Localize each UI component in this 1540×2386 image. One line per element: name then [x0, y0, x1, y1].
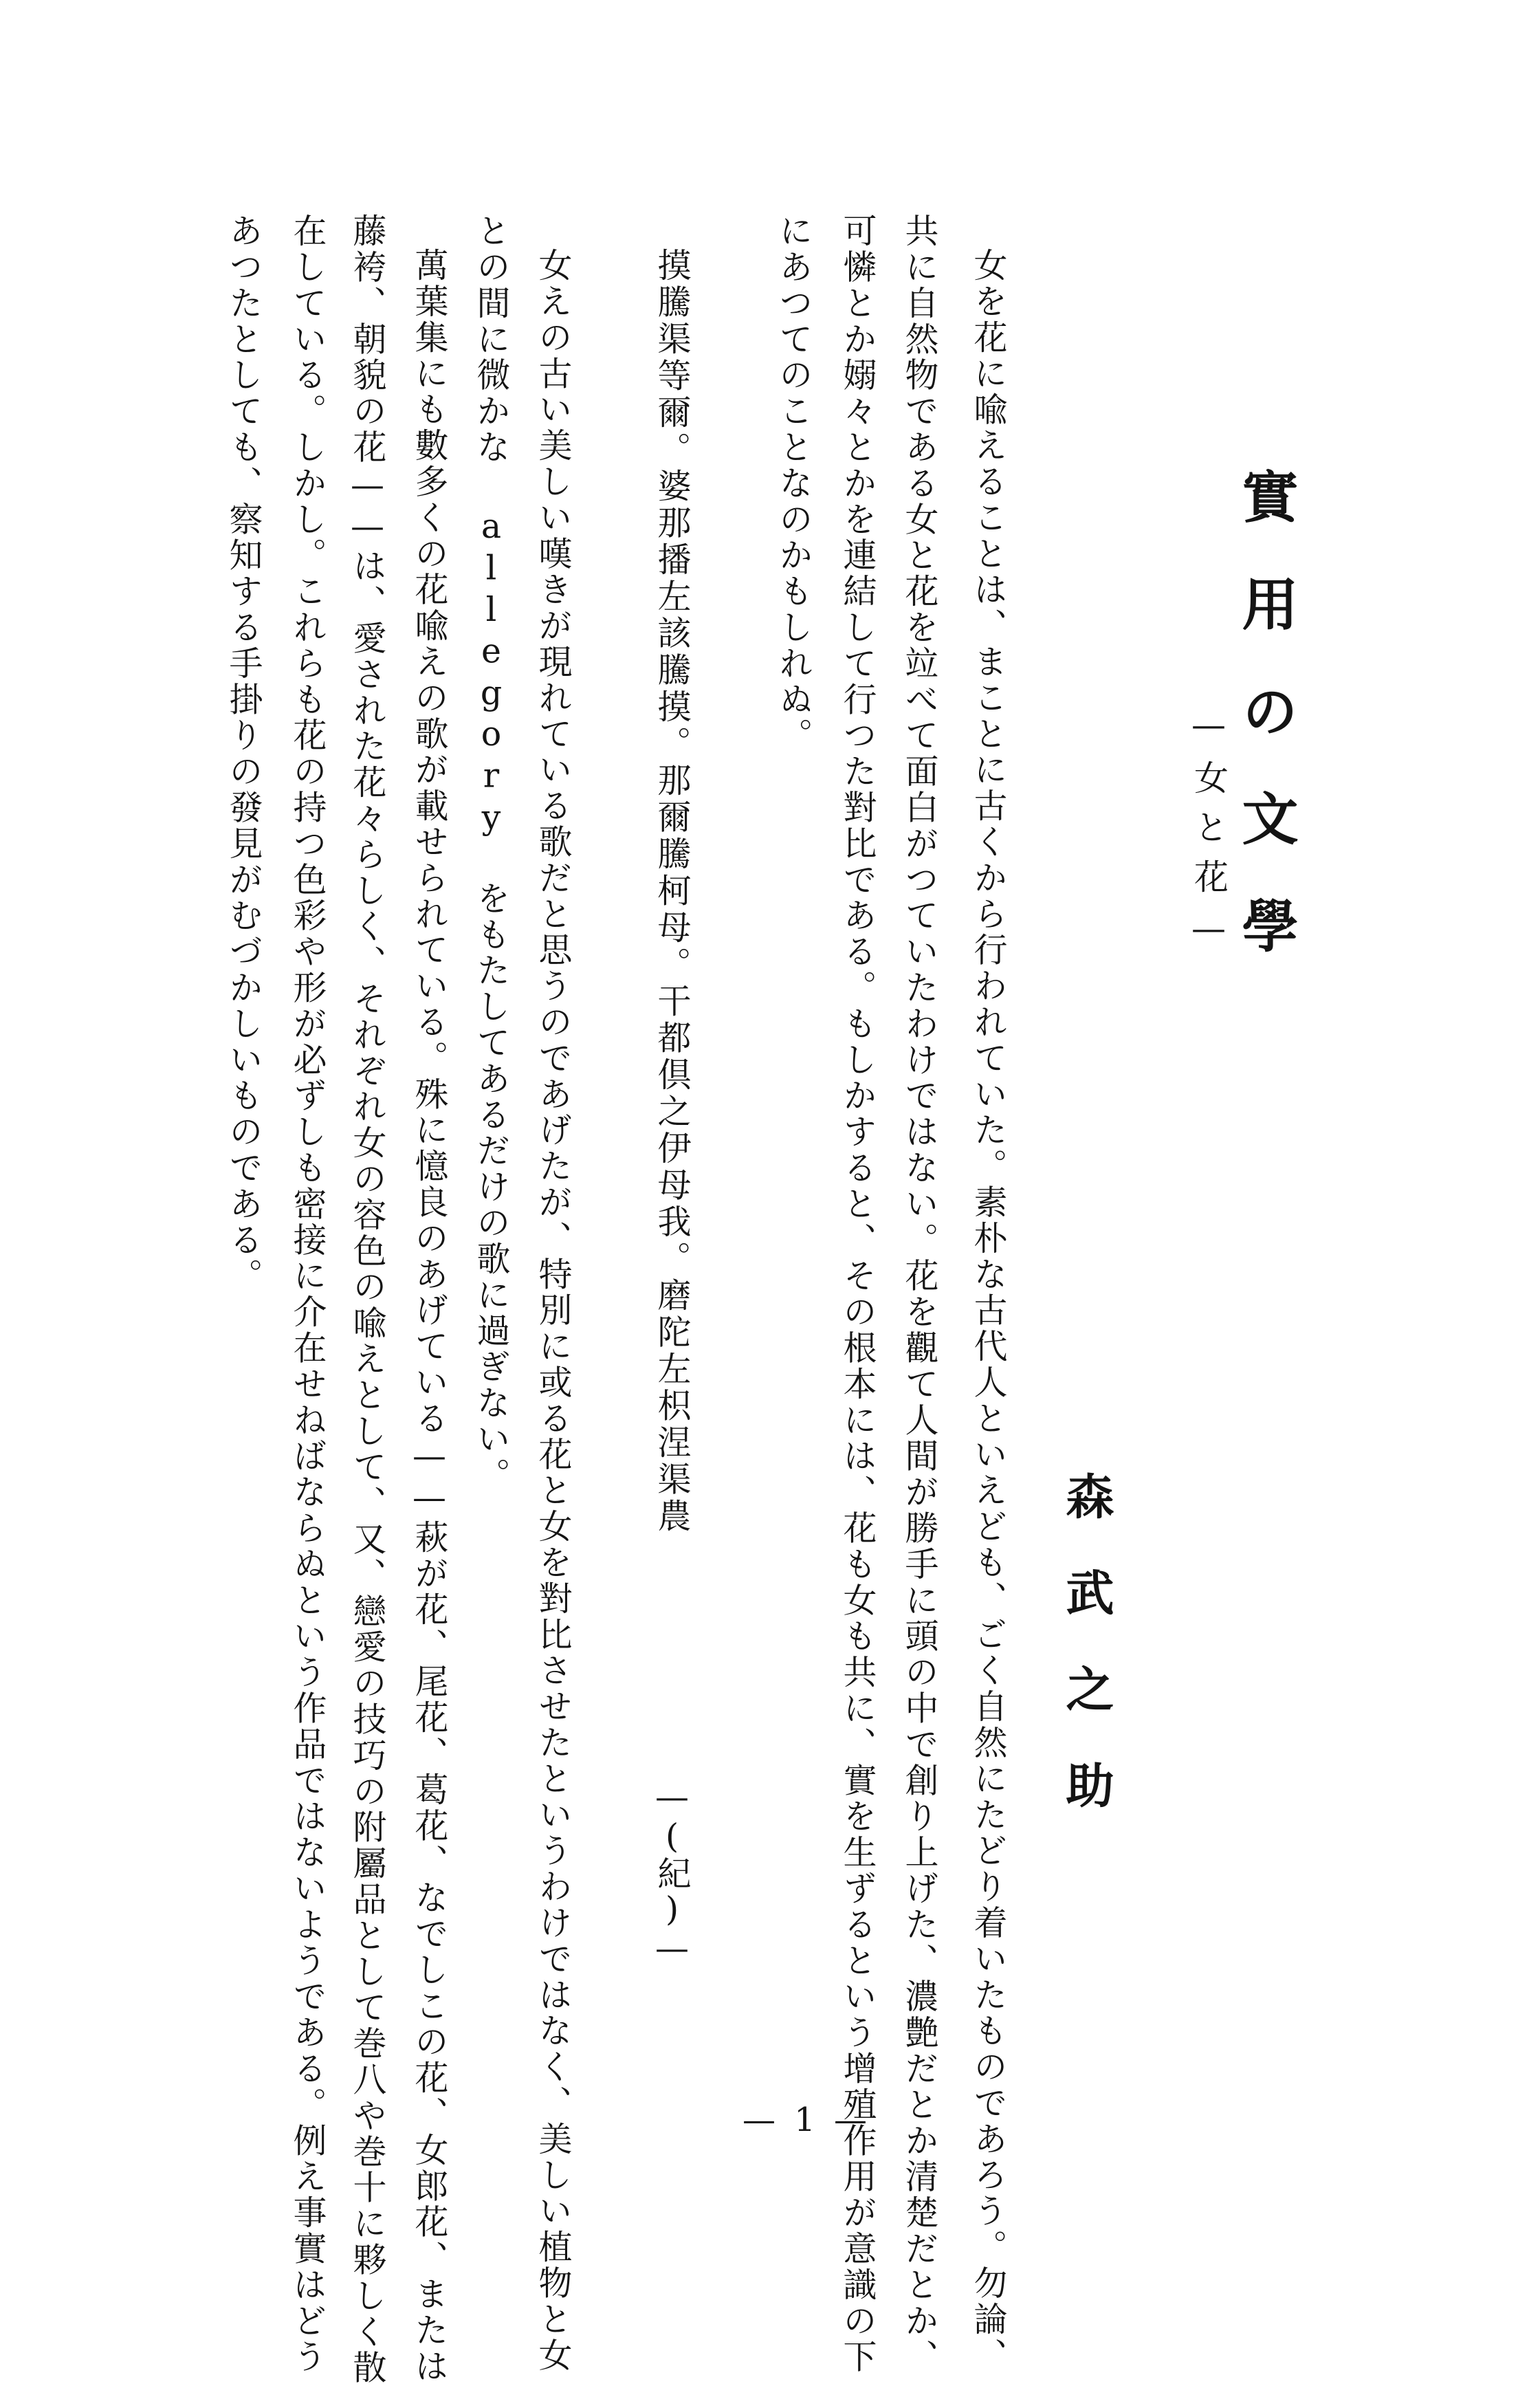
para1-line-1: 女を花に喩えることは、まことに古くから行われていた。素朴な古代人といえども、ごく自然にたどり着いたものであろう。勿論、 [969, 248, 1008, 2374]
kanbun-poem: 摸騰渠等爾。婆那播左該騰摸。那爾騰柯母。干都倶之伊母我。磨陀左枳涅渠農 [652, 248, 692, 1535]
kanbun-source: —(紀)— [652, 1777, 692, 1968]
para3-line-2: 藤袴、朝貌の花——は、愛された花々らしく、それぞれ女の容色の喩えとして、又、戀愛の技巧の附屬品として巻八や巻十に夥しく散 [348, 213, 387, 2386]
para1-line-3: 可憐とか嫋々とかを連結して行つた對比である。もしかすると、その根本には、花も女も共に、實を生ずるという增殖作用が意識の下 [838, 213, 877, 2375]
para2-line-2: との間に微かな allegory をもたしてあるだけの歌に過ぎない。 [472, 213, 511, 1493]
article-title: 實用の文學 [1233, 468, 1299, 1004]
para1-line-2: 共に自然物である女と花を竝べて面白がつていたわけではない。花を觀て人間が勝手に頭の中で創り上げた、濃艶だとか清楚だとか、 [900, 213, 939, 2375]
para3-line-4: あつたとしても、察知する手掛りの發見がむづかしいものである。 [224, 213, 263, 1294]
author-name: 森武之助 [1058, 1471, 1115, 1857]
para1-line-4: にあつてのことなのかもしれぬ。 [774, 213, 813, 754]
page-number: — 1 — [742, 2101, 872, 2139]
para2-line-1: 女えの古い美しい嘆きが現れている歌だと思うのであげたが、特別に或る花と女を對比させたというわけではなく、美しい植物と女 [534, 248, 573, 2374]
para3-line-1: 萬葉集にも數多くの花喩えの歌が載せられている。殊に憶良のあげている——萩が花、尾花、葛花、なでしこの花、女郎花、または [410, 248, 449, 2385]
article-subtitle: —女と花— [1189, 705, 1229, 963]
para3-line-3: 在している。しかし。これらも花の持つ色彩や形が必ずしも密接に介在せねばならぬという作品ではないようである。例え事實はどう [288, 213, 327, 2375]
